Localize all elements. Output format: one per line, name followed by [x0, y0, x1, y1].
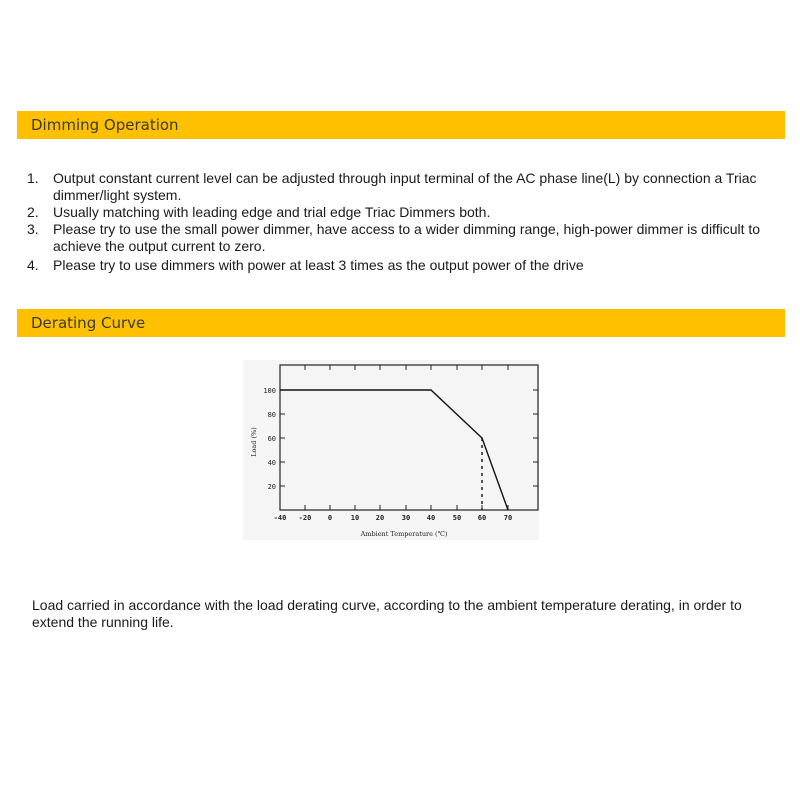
x-tick-label: 30: [401, 514, 411, 522]
x-tick-label: 70: [503, 514, 513, 522]
dimming-operation-header: Dimming Operation: [17, 111, 785, 139]
x-tick-label: 40: [426, 514, 436, 522]
y-tick-label: 100: [263, 387, 276, 395]
x-tick-label: -20: [298, 514, 312, 522]
derating-description: Load carried in accordance with the load derating curve, according to the ambient temperature derating, in order to extend the running life.: [32, 597, 742, 630]
list-item-text: Usually matching with leading edge and trial edge Triac Dimmers both.: [53, 204, 491, 220]
list-item-number: 2.: [27, 204, 39, 220]
x-tick-label: 50: [452, 514, 462, 522]
y-axis-label: Load (%): [250, 427, 258, 457]
list-item-text: Please try to use dimmers with power at least 3 times as the output power of the drive: [53, 257, 584, 273]
y-tick-label: 60: [267, 435, 276, 443]
x-tick-label: 60: [477, 514, 487, 522]
list-item-text: Please try to use the small power dimmer, have access to a wider dimming range, high-power dimmer is difficult to achieve the output current to zero.: [53, 221, 761, 254]
list-item: [27, 221, 787, 255]
list-item: [27, 170, 787, 204]
plot-frame: [280, 365, 538, 510]
series-line: [280, 390, 508, 510]
list-item: [27, 257, 787, 274]
list-item-text: Output constant current level can be adjusted through input terminal of the AC phase line(L) by connection a Triac dimmer/light system.: [53, 170, 757, 203]
list-item: [27, 204, 787, 221]
derating-chart-svg: [243, 360, 539, 540]
derating-curve-header: Derating Curve: [17, 309, 785, 337]
x-tick-label: 20: [375, 514, 385, 522]
dimming-instructions-list: [27, 170, 787, 274]
list-item-number: 4.: [27, 257, 39, 273]
y-tick-label: 80: [267, 411, 276, 419]
x-tick-label: 10: [350, 514, 360, 522]
y-tick-label: 20: [267, 483, 276, 491]
x-tick-label: -40: [273, 514, 287, 522]
list-item-number: 3.: [27, 221, 39, 237]
x-axis-label: Ambient Temperature (℃): [360, 530, 448, 538]
derating-chart: [243, 360, 539, 540]
x-tick-label: 0: [327, 514, 333, 522]
list-item-number: 1.: [27, 170, 39, 186]
y-tick-label: 40: [267, 459, 276, 467]
